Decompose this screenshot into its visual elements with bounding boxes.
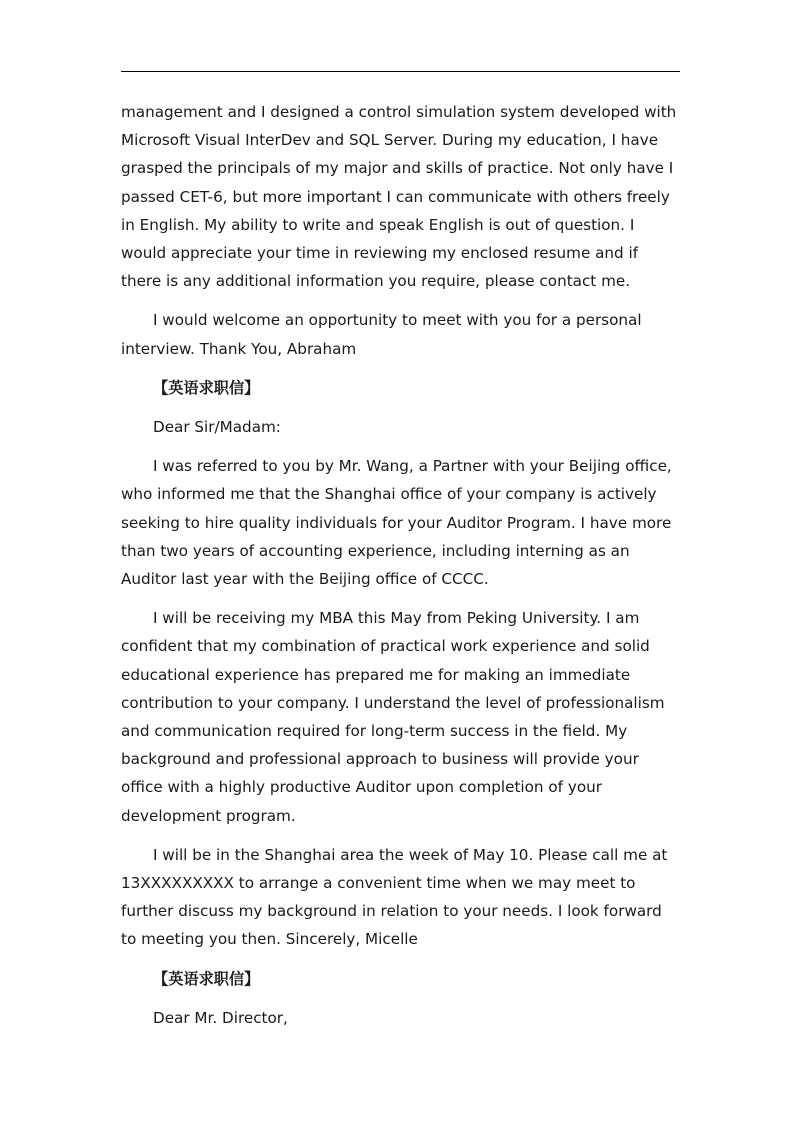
paragraph-closing-abraham: I would welcome an opportunity to meet with you for a personal interview. Thank You, Abraham [121,311,642,358]
salutation: Dear Sir/Madam: [153,418,281,437]
section-heading: 【英语求职信】 [153,378,260,397]
header-rule [121,71,680,72]
salutation: Dear Mr. Director, [153,1008,288,1027]
paragraph-continuation: management and I designed a control simulation system developed with Microsoft Visual InterDev and SQL Server. During my education, I have grasped the principals of my major and skills of practice. Not only have I passed CET-6, but more important I can communicate with others freely in English. My ability to write and speak English is out of question. I would appreciate your time in reviewing my enclosed resume and if there is any additional information you require, please contact me. [121,103,677,291]
document-body [121,98,681,1043]
section-heading: 【英语求职信】 [153,969,260,988]
paragraph-mba: I will be receiving my MBA this May from Peking University. I am confident that my combination of practical work experience and solid educational experience has prepared me for making an immediate contribution to your company. I understand the level of professionalism and communication required for long-term success in the field. My background and professional approach to business will provide your office with a highly productive Auditor upon completion of your development program. [121,609,665,825]
paragraph-referral: I was referred to you by Mr. Wang, a Partner with your Beijing office, who informed me that the Shanghai office of your company is actively seeking to hire quality individuals for your Auditor Program. I have more than two years of accounting experience, including interning as an Auditor last year with the Beijing office of CCCC. [121,457,672,589]
paragraph-closing-micelle: I will be in the Shanghai area the week of May 10. Please call me at 13XXXXXXXXX to arrange a convenient time when we may meet to further discuss my background in relation to your needs. I look forward to meeting you then. Sincerely, Micelle [121,845,668,949]
